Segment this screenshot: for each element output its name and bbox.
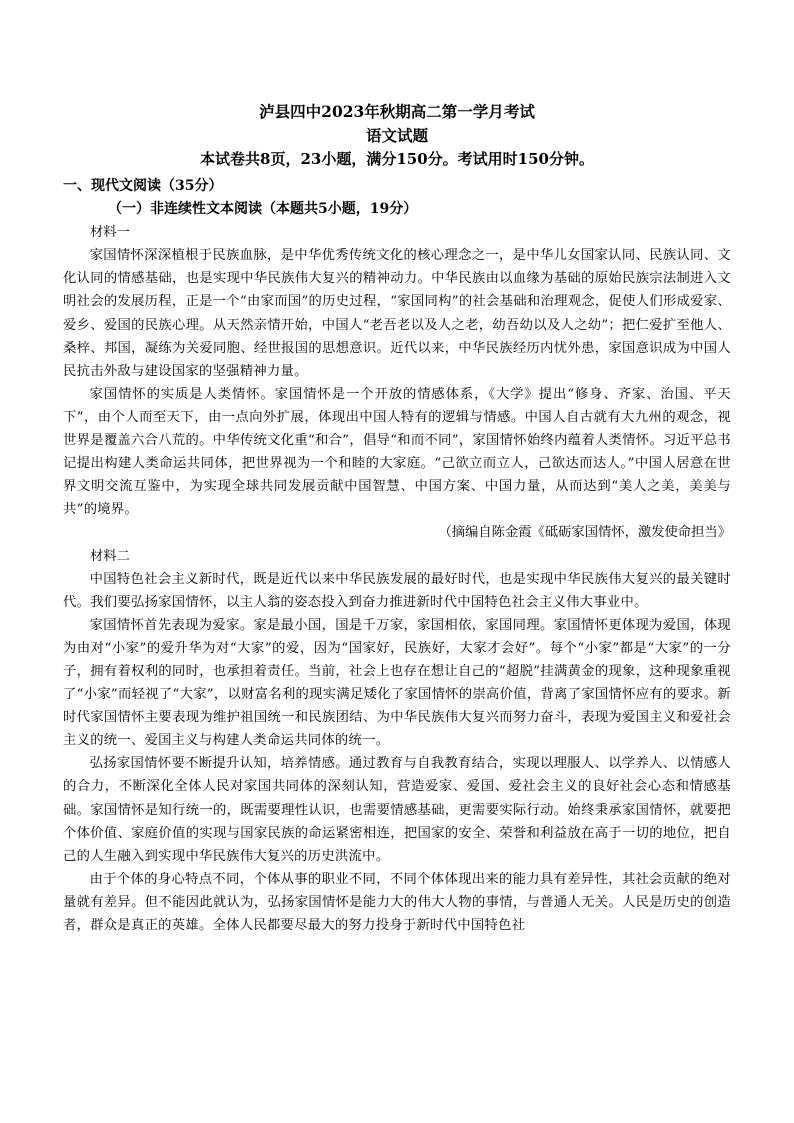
material-2-paragraph: 家国情怀首先表现为爱家。家是最小国，国是千万家，家国相依，家国同理。家国情怀更体现为爱国，体现为由对“小家”的爱升华为对“大家”的爱，因为“国家好，民族好，大家才会好”。每个“小家”都是“大家”的一分子，拥有着权利的同时，也承担着责任。当前，社会上也存在想让自己的“超脱”挂满黄金的现象，这种现象重视了“小家”而轻视了“大家”，以财富名利的现实满足矮化了家国情怀的崇高价值，背离了家国情怀应有的要求。新时代家国情怀主要表现为维护祖国统一和民族团结、为中华民族伟大复兴而努力奋斗，表现为爱国主义和爱社会主义的统一、爱国主义与构建人类命运共同体的统一。: [63, 617, 731, 749]
material-1-paragraph: 家国情怀深深植根于民族血脉，是中华优秀传统文化的核心理念之一，是中华儿女国家认同、民族认同、文化认同的情感基础，也是实现中华民族伟大复兴的精神动力。中华民族由以血缘为基础的原始民族宗法制进入文明社会的发展历程，正是一个“由家而国”的历史过程，“家国同构”的社会基础和治理观念，促使人们形成爱家、爱乡、爱国的民族心理。从天然亲情开始，中国人“老吾老以及人之老，幼吾幼以及人之幼”；把仁爱扩至他人、桑梓、邦国，凝练为关爱同胞、经世报国的思想意识。近代以来，中华民族经历内忧外患，家国意识成为中国人民抗击外敌与建设国家的坚强精神力量。: [63, 248, 731, 379]
material-2-paragraph: 由于个体的身心特点不同，个体从事的职业不同，不同个体体现出来的能力具有差异性，其社会贡献的绝对量就有差异。但不能因此就认为，弘扬家国情怀是能力大的伟大人物的事情，与普通人无关。人民是历史的创造者，群众是真正的英雄。全体人民都要尽最大的努力投身于新时代中国特色社: [63, 871, 731, 933]
material-1-paragraph: 家国情怀的实质是人类情怀。家国情怀是一个开放的情感体系，《大学》提出“修身、齐家、治国、平天下”，由个人而至天下，由一点向外扩展，体现出中国人特有的逻辑与情感。中国人自古就有大九州的观念，视世界是覆盖六合八荒的。中华传统文化重“和合”，倡导“和而不同”，家国情怀始终内蕴着人类情怀。习近平总书记提出构建人类命运共同体，把世界视为一个和睦的大家庭。“己欲立而立人，己欲达而达人。”中国人居意在世界文明交流互鉴中，为实现全球共同发展贡献中国智慧、中国方案、中国力量，从而达到“美人之美，美美与共”的境界。: [63, 386, 731, 518]
material-2-label: 材料二: [90, 548, 130, 564]
exam-info: 本试卷共8页，23小题，满分150分。考试用时150分钟。: [200, 150, 594, 168]
exam-body: [63, 175, 731, 937]
material-2-paragraph: 中国特色社会主义新时代，既是近代以来中华民族发展的最好时代，也是实现中华民族伟大复兴的最关键时代。我们要弘扬家国情怀，以主人翁的姿态投入到奋力推进新时代中国特色社会主义伟大事业中。: [63, 571, 731, 610]
section-heading: 一、现代文阅读（35分）: [63, 178, 223, 194]
sub-section-heading: （一）非连续性文本阅读（本题共5小题，19分）: [108, 201, 418, 218]
material-2-paragraph: 弘扬家国情怀要不断提升认知，培养情感。通过教育与自我教育结合，实现以理服人、以学养人、以情感人的合力，不断深化全体人民对家国共同体的深刻认知，营造爱家、爱国、爱社会主义的良好社会心态和情感基础。家国情怀是知行统一的，既需要理性认识，也需要情感基础，更需要实际行动。始终秉承家国情怀，就要把个体价值、家庭价值的实现与国家民族的命运紧密相连，把国家的安全、荣誉和利益放在高于一切的地位，把自己的人生融入到实现中华民族伟大复兴的历史洪流中。: [63, 756, 731, 864]
material-1-source: （摘编自陈金霞《砥砺家国情怀，激发使命担当》: [438, 525, 731, 541]
exam-title: 泸县四中2023年秋期高二第一学月考试: [259, 102, 535, 121]
exam-header: [0, 100, 794, 170]
exam-subject: 语文试题: [365, 126, 428, 145]
material-1-label: 材料一: [90, 225, 130, 241]
